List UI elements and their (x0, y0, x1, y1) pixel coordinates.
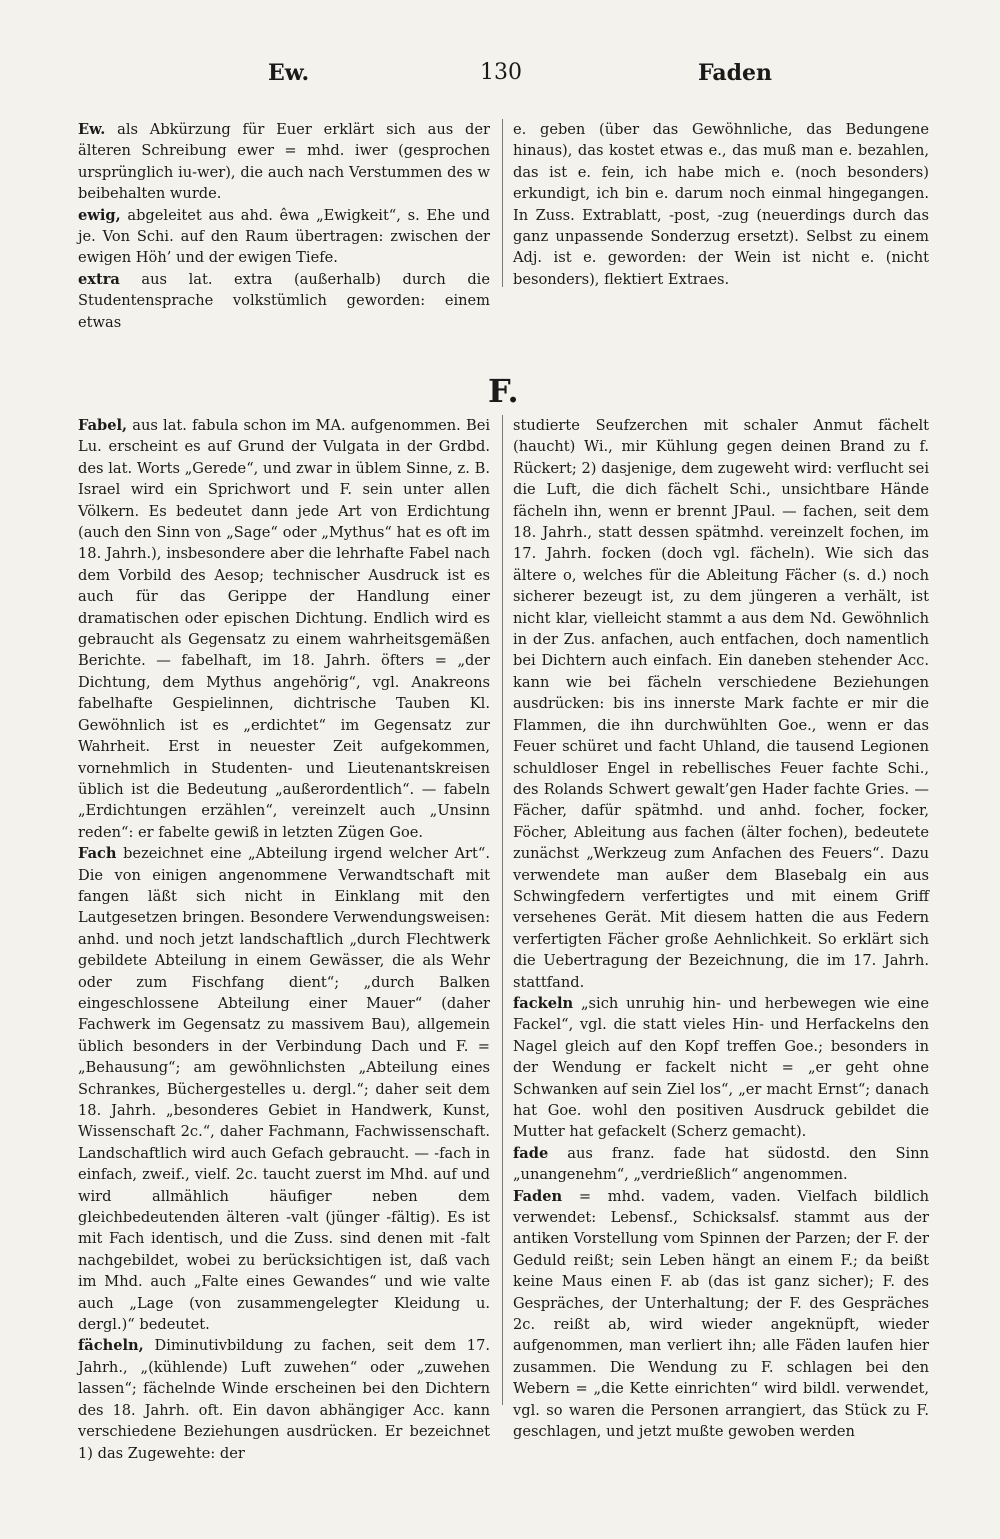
entry-text: abgeleitet aus ahd. êwa „Ewigkeit“, s. Ehe und je. Von Schi. auf den Raum übertragen: zwischen der ewigen Höh’ und der ewigen Tiefe. (78, 206, 490, 267)
column-divider (502, 415, 503, 1405)
entry-lemma: fackeln (513, 994, 574, 1012)
section-letter: F. (488, 372, 519, 410)
entry-text: e. geben (über das Gewöhnliche, das Bedungene hinaus), das kostet etwas e., das muß man e. bezahlen, das ist e. fein, ich habe mich e. (noch besonders) erkundigt, ich bin e. darum noch einmal hingegangen. In Zuss. Extrablatt, -post, -zug (neuerdings durch das ganz unpassende Sonderzug ersetzt). Selbst zu einem Adj. ist e. geworden: der Wein ist nicht e. (nicht besonders), flektiert Extraes. (513, 121, 929, 288)
header-right-catchword: Faden (698, 60, 773, 86)
dictionary-entry (513, 1143, 929, 1186)
entry-lemma: Ew. (78, 121, 106, 138)
dictionary-entry (78, 1335, 490, 1463)
entry-text: aus lat. extra (außerhalb) durch die Studentensprache volkstümlich geworden: einem etwas (78, 270, 490, 331)
entry-text: Diminutivbildung zu fachen, seit dem 17. Jahrh., „(kühlende) Luft zuwehen“ oder „zuwehen lassen“; fächelnde Winde erscheinen bei den Dichtern des 18. Jahrh. oft. Ein davon abhängiger Acc. kann verschiedene Beziehungen ausdrücken. Er bezeichnet 1) das Zugewehte: der (78, 1337, 490, 1462)
dictionary-entry (513, 415, 929, 993)
header-left-catchword: Ew. (268, 60, 310, 86)
entry-text: „sich unruhig hin- und herbewegen wie eine Fackel“, vgl. die statt vieles Hin- und Herfackelns den Nagel gleich auf den Kopf treffen Goe.; besonders in der Wendung er fackelt nicht = „er geht ohne Schwanken auf sein Ziel los“, „er macht Ernst“; danach hat Goe. wohl den positiven Ausdruck gebildet die Mutter hat gefackelt (Scherz gemacht). (513, 994, 929, 1141)
dictionary-entry (78, 269, 490, 333)
entry-lemma: extra (78, 270, 120, 288)
entry-text: aus lat. fabula schon im MA. aufgenommen. Bei Lu. erscheint es auf Grund der Vulgata in der Grdbd. des lat. Worts „Gerede“, und zwar in üblem Sinne, z. B. Israel wird ein Sprichwort und F. sein unter allen Völkern. Es bedeutet dann jede Art von Erdichtung (auch den Sinn von „Sage“ oder „Mythus“ hat es oft im 18. Jahrh.), insbesondere aber die lehrhafte Fabel nach dem Vorbild des Aesop; technischer Ausdruck ist es auch für das Gerippe der Handlung einer dramatischen oder epischen Dichtung. Endlich wird es gebraucht als Gegensatz zu einem wahrheitsgemäßen Berichte. — fabelhaft, im 18. Jahrh. öfters = „der Dichtung, dem Mythus angehörig“, vgl. Anakreons fabelhafte Gespielinnen, dichtrische Tauben Kl. Gewöhnlich ist es „erdichtet“ im Gegensatz zur Wahrheit. Erst in neuester Zeit aufgekommen, vornehmlich in Studenten- und Lieutenantskreisen üblich ist die Bedeutung „außerordentlich“. — fabeln „Erdichtungen erzählen“, vereinzelt auch „Unsinn reden“: er fabelte gewiß in letzten Zügen Goe. (78, 417, 490, 841)
top-left-column (78, 119, 490, 333)
entry-text: als Abkürzung für Euer erklärt sich aus der älteren Schreibung ewer = mhd. iwer (gesprochen ursprünglich iu-wer), die auch nach Verstummen des w beibehalten wurde. (78, 121, 490, 203)
entry-text: aus franz. fade hat südostd. den Sinn „unangenehm“, „verdrießlich“ angenommen. (513, 1144, 929, 1184)
left-column (78, 415, 490, 1464)
column-divider-top (502, 119, 503, 287)
page-header (78, 60, 933, 96)
entry-text: studierte Seufzerchen mit schaler Anmut fächelt (haucht) Wi., mir Kühlung gegen deinen Brand zu f. Rückert; 2) dasjenige, dem zugeweht wird: verflucht sei die Luft, die dich fächelt Schi., unsichtbare Hände fächeln ihn, wenn er brennt JPaul. — fachen, seit dem 18. Jahrh., statt dessen spätmhd. vereinzelt fochen, im 17. Jahrh. focken (doch vgl. fächeln). Wie sich das ältere o, welches für die Ableitung Fächer (s. d.) noch sicherer bezeugt ist, zu dem jüngeren a verhält, ist nicht klar, vielleicht stammt a aus dem Nd. Gewöhnlich in der Zus. anfachen, auch entfachen, doch namentlich bei Dichtern auch einfach. Ein daneben stehender Acc. kann wie bei fächeln verschiedene Beziehungen ausdrücken: bis ins innerste Mark fachte er mir die Flammen, die ihn durchwühlten Goe., wenn er das Feuer schüret und facht Uhland, die tausend Legionen schuldloser Engel in rebellisches Feuer fachte Schi., des Rolands Schwert gewalt’gen Hader fachte Gries. — Fächer, dafür spätmhd. und anhd. focher, focker, Föcher, Ableitung aus fachen (älter fochen), bedeutete zunächst „Werkzeug zum Anfachen des Feuers“. Dazu verwendete man außer dem Blasebalg ein aus Schwingfedern verfertigtes und mit einem Griff versehenes Gerät. Mit diesem hatten die aus Federn verfertigten Fächer große Aehnlichkeit. So erklärt sich die Uebertragung der Bezeichnung, die im 17. Jahrh. stattfand. (513, 417, 929, 991)
entry-lemma: fade (513, 1144, 549, 1162)
entry-lemma: fächeln, (78, 1337, 144, 1355)
dictionary-entry (78, 415, 490, 843)
entry-lemma: Fabel, (78, 417, 128, 434)
dictionary-entry (78, 119, 490, 205)
dictionary-entry (513, 993, 929, 1143)
top-right-column (513, 119, 929, 290)
dictionary-entry (78, 205, 490, 269)
entry-lemma: Faden (513, 1187, 563, 1205)
dictionary-entry (513, 119, 929, 290)
dictionary-entry (78, 843, 490, 1335)
entry-lemma: Fach (78, 845, 117, 863)
page-number: 130 (480, 60, 522, 85)
entry-text: = mhd. vadem, vaden. Vielfach bildlich verwendet: Lebensf., Schicksalsf. stammt aus der antiken Vorstellung vom Spinnen der Parzen; der F. der Geduld reißt; sein Leben hängt an einem F.; da beißt keine Maus einen F. ab (das ist ganz sicher); F. des Gespräches, der Unterhaltung; der F. des Gespräches 2c. reißt ab, wird wieder angeknüpft, wieder aufgenommen, man verliert ihn; alle Fäden laufen hier zusammen. Die Wendung zu F. schlagen bei den Webern = „die Kette einrichten“ wird bildl. verwendet, vgl. so waren die Personen arrangiert, das Stück zu F. geschlagen, und jetzt mußte gewoben werden (513, 1187, 929, 1441)
entry-lemma: ewig, (78, 206, 121, 224)
entry-text: bezeichnet eine „Abteilung irgend welcher Art“. Die von einigen angenommene Verwandtschaft mit fangen läßt sich nicht in Einklang mit den Lautgesetzen bringen. Besondere Verwendungsweisen: anhd. und noch jetzt landschaftlich „durch Flechtwerk gebildete Abteilung in einem Gewässer, die als Wehr oder zum Fischfang dient“; „durch Balken eingeschlossene Abteilung einer Mauer“ (daher Fachwerk im Gegensatz zu massivem Bau), allgemein üblich besonders in der Verbindung Dach und F. = „Behausung“; am gewöhnlichsten „Abteilung eines Schrankes, Büchergestelles u. dergl.“; daher seit dem 18. Jahrh. „besonderes Gebiet in Handwerk, Kunst, Wissenschaft 2c.“, daher Fachmann, Fachwissenschaft. Landschaftlich wird auch Gefach gebraucht. — -fach in einfach, zweif., vielf. 2c. taucht zuerst im Mhd. auf und wird allmählich häufiger neben dem gleichbedeutenden älteren -valt (jünger -fältig). Es ist mit Fach identisch, und die Zuss. sind denen mit -falt nachgebildet, wobei zu berücksichtigen ist, daß vach im Mhd. auch „Falte eines Gewandes“ und wie valte auch „Lage (von zusammengelegter Kleidung u. dergl.)“ bedeutet. (78, 845, 490, 1334)
dictionary-entry (513, 1186, 929, 1443)
right-column (513, 415, 929, 1443)
